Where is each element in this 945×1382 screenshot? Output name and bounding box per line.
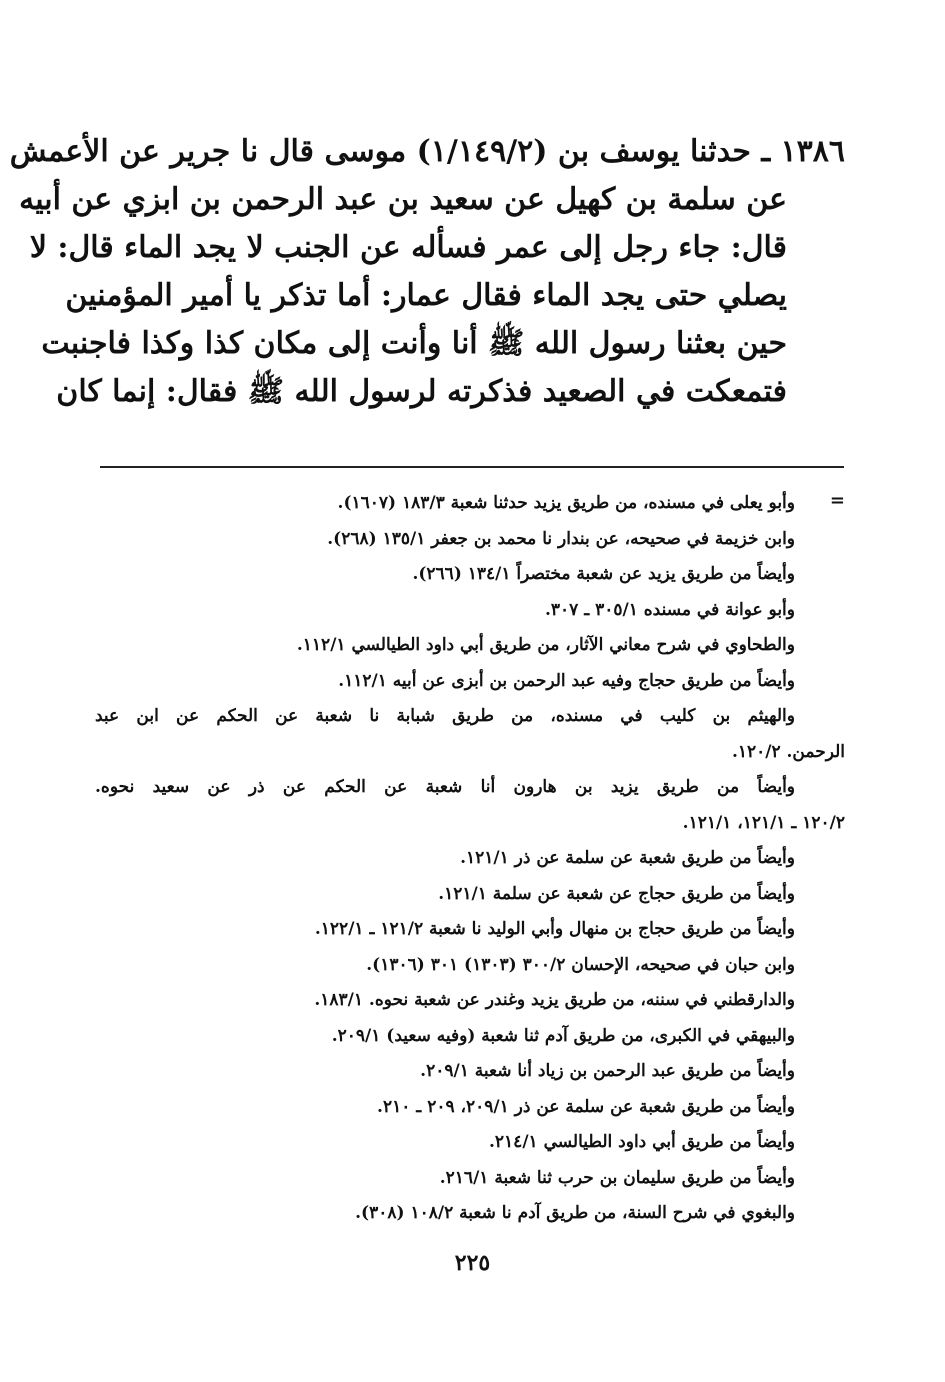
- hadith-line: يصلي حتى يجد الماء فقال عمار: أما تذكر يا أمير المؤمنين: [65, 278, 787, 313]
- footnote-continuation-marker: =: [829, 490, 845, 511]
- hadith-line: قال: جاء رجل إلى عمر فسأله عن الجنب لا يجد الماء قال: لا: [29, 230, 787, 265]
- footnote-line: وابن حبان في صحيحه، الإحسان ٣٠٠/٢ (١٣٠٣) ٣٠١ (١٣٠٦).: [366, 954, 795, 975]
- footnote-line: وأيضاً من طريق يزيد بن هارون أنا شعبة عن الحكم عن ذر عن سعيد نحوه.: [95, 777, 795, 797]
- hadith-line: عن سلمة بن كهيل عن سعيد بن عبد الرحمن بن ابزي عن أبيه: [19, 182, 787, 217]
- footnote-line: وأيضاً من طريق شعبة عن سلمة عن ذر ٢٠٩/١، ٢٠٩ ـ ٢١٠.: [377, 1096, 795, 1117]
- footnote-line: وأيضاً من طريق حجاج بن منهال وأبي الوليد نا شعبة ١٢١/٢ ـ ١٢٢/١.: [314, 919, 795, 939]
- hadith-line: فتمعكت في الصعيد فذكرته لرسول الله ﷺ فقال: إنما كان: [56, 374, 787, 409]
- footnote-line: الرحمن. ١٢٠/٢.: [731, 741, 845, 762]
- footnote-line: وأيضاً من طريق أبي داود الطيالسي ٢١٤/١.: [489, 1132, 795, 1152]
- footnote-line: ١٢٠/٢ ـ ١٢١/١، ١٢١/١.: [682, 812, 845, 833]
- footnote-line: وابن خزيمة في صحيحه، عن بندار نا محمد بن جعفر ١٣٥/١ (٢٦٨).: [327, 528, 795, 549]
- footnote-line: والدارقطني في سننه، من طريق يزيد وغندر عن شعبة نحوه. ١٨٣/١.: [314, 990, 795, 1010]
- footnotes: [95, 486, 845, 1232]
- hadith-line: ١٣٨٦ ـ حدثنا يوسف بن (١/١٤٩/٢) موسى قال نا جرير عن الأعمش: [9, 134, 845, 169]
- footnote-line: وأيضاً من طريق حجاج وفيه عبد الرحمن بن أبزى عن أبيه ١١٢/١.: [338, 670, 795, 691]
- page-number: ٢٢٥: [454, 1250, 491, 1276]
- footnote-line: والبغوي في شرح السنة، من طريق آدم نا شعبة ١٠٨/٢ (٣٠٨).: [355, 1203, 795, 1223]
- hadith-line: حين بعثنا رسول الله ﷺ أنا وأنت إلى مكان كذا وكذا فاجنبت: [41, 326, 787, 361]
- hadith-text: [9, 128, 845, 416]
- footnote-line: وأيضاً من طريق شعبة عن سلمة عن ذر ١٢١/١.: [460, 848, 795, 868]
- footnote-line: وأبو يعلى في مسنده، من طريق يزيد حدثنا شعبة ١٨٣/٣ (١٦٠٧).: [337, 493, 795, 513]
- footnote-line: وأيضاً من طريق سليمان بن حرب ثنا شعبة ٢١٦/١.: [439, 1167, 795, 1188]
- footnote-divider: [100, 466, 844, 468]
- footnote-line: وأيضاً من طريق حجاج عن شعبة عن سلمة ١٢١/١.: [438, 883, 795, 904]
- footnote-line: وأيضاً من طريق عبد الرحمن بن زياد أنا شعبة ٢٠٩/١.: [420, 1061, 795, 1081]
- footnote-line: والطحاوي في شرح معاني الآثار، من طريق أبي داود الطيالسي ١١٢/١.: [296, 635, 795, 655]
- footnote-line: وأبو عوانة في مسنده ٣٠٥/١ ـ ٣٠٧.: [544, 599, 795, 620]
- footnote-line: وأيضاً من طريق يزيد عن شعبة مختصراً ١٣٤/١ (٢٦٦).: [412, 564, 795, 584]
- footnote-line: والهيثم بن كليب في مسنده، من طريق شبابة نا شعبة عن الحكم عن ابن عبد: [95, 706, 795, 726]
- footnote-line: والبيهقي في الكبرى، من طريق آدم ثنا شعبة (وفيه سعيد) ٢٠٩/١.: [331, 1025, 795, 1046]
